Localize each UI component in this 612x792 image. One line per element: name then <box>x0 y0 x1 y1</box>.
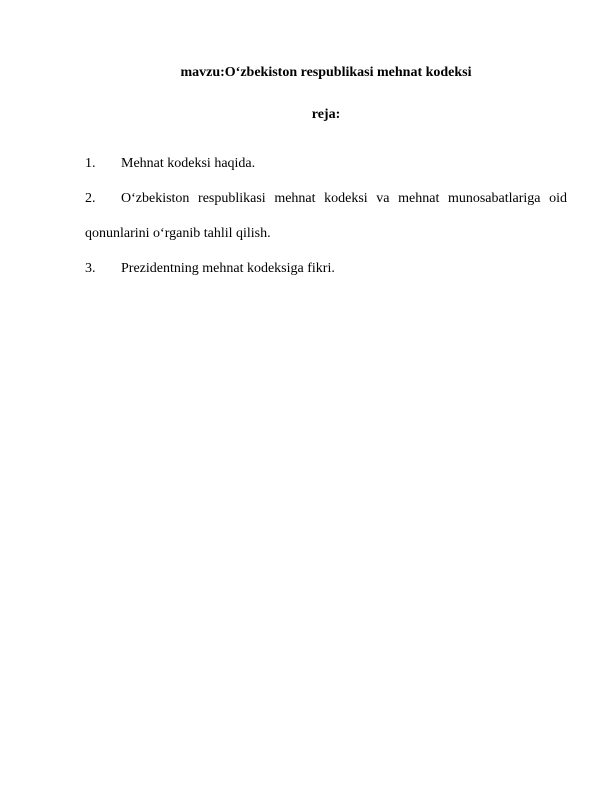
list-item <box>85 146 567 181</box>
plan-list <box>85 146 567 286</box>
plan-heading: reja: <box>311 107 341 122</box>
list-item <box>85 251 567 286</box>
document-title: mavzu:O‘zbekiston respublikasi mehnat kodeksi <box>180 65 472 80</box>
list-item-number: 3. <box>85 261 96 276</box>
list-item <box>85 181 567 251</box>
list-item-number: 2. <box>85 191 96 206</box>
list-item-text: Mehnat kodeksi haqida. <box>121 156 256 171</box>
list-item-text: Prezidentning mehnat kodeksiga fikri. <box>121 261 335 276</box>
list-item-number: 1. <box>85 156 96 171</box>
list-item-text: O‘zbekiston respublikasi mehnat kodeksi va mehnat munosabatlariga oid qonunlarini o‘rganib tahlil qilish. <box>85 191 567 241</box>
